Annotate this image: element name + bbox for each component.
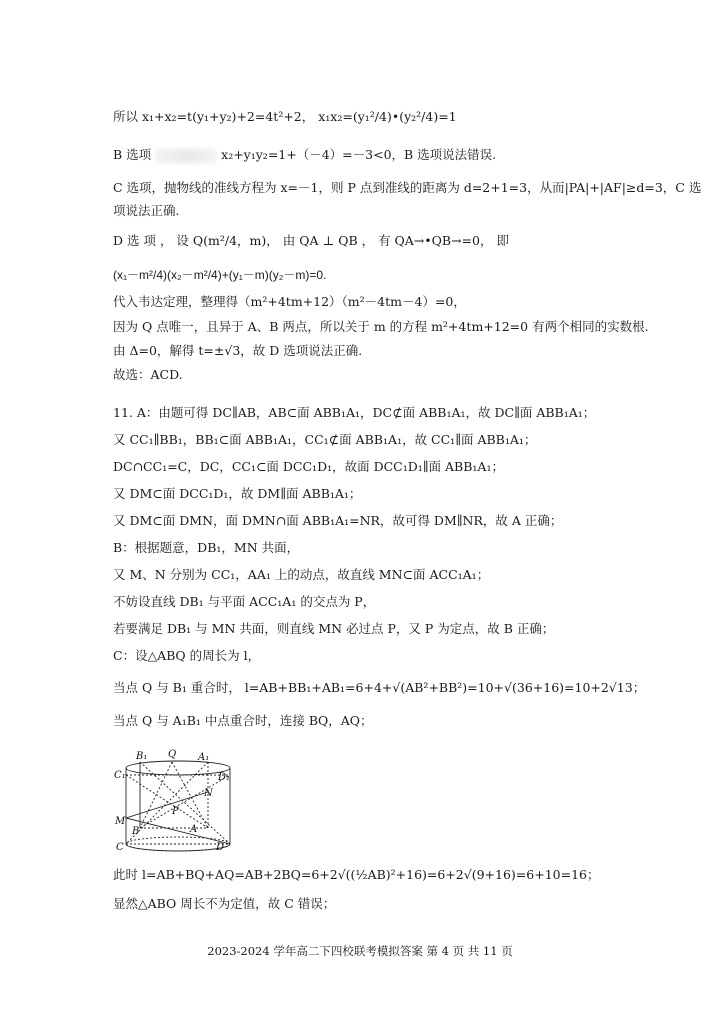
line-q11-midpoint: 当点 Q 与 A₁B₁ 中点重合时，连接 BQ，AQ；: [113, 713, 373, 728]
line-q11-plane: DC∩CC₁=C，DC，CC₁⊂面 DCC₁D₁，故面 DCC₁D₁∥面 ABB₁A₁；: [113, 459, 504, 474]
line-option-c-2: 项说法正确.: [113, 203, 180, 218]
line-answer-acd: 故选：ACD.: [113, 367, 183, 382]
label-c1: C₁: [114, 770, 126, 781]
line-option-d-1: D 选 项 ， 设 Q(m²/4，m)， 由 QA ⊥ QB ， 有 QA→•QB→=0， 即: [113, 233, 509, 248]
label-b1: B₁: [136, 751, 148, 762]
line-q11-c: C：设△ABQ 的周长为 l，: [113, 648, 261, 663]
line-q11-cc1: 又 CC₁∥BB₁，BB₁⊂面 ABB₁A₁，CC₁⊄面 ABB₁A₁，故 CC₁∥面 ABB₁A₁；: [113, 432, 537, 447]
line-option-d-2: (x₁－m²/4)(x₂－m²/4)+(y₁－m)(y₂－m)=0.: [113, 268, 327, 282]
blurred-region: [155, 149, 217, 163]
line-q11-mn: 又 M、N 分别为 CC₁，AA₁ 上的动点，故直线 MN⊂面 ACC₁A₁；: [113, 567, 490, 582]
label-a: A: [190, 824, 198, 835]
label-d: D: [216, 842, 225, 853]
bottom-ellipse-front: [126, 844, 230, 851]
line-vieta: 代入韦达定理，整理得（m²+4tm+12）（m²－4tm－4）=0，: [113, 294, 466, 309]
option-b-prefix: B 选项: [113, 147, 152, 162]
line-q11-a: 11. A：由题可得 DC∥AB，AB⊂面 ABB₁A₁，DC⊄面 ABB₁A₁，故 DC∥面 ABB₁A₁；: [113, 405, 596, 420]
line-delta: 由 Δ=0，解得 t=±√3，故 D 选项说法正确.: [113, 343, 363, 358]
label-q: Q: [168, 749, 177, 760]
label-a1: A₁: [198, 752, 210, 763]
line-q11-dm: 又 DM⊂面 DCC₁D₁，故 DM∥面 ABB₁A₁；: [113, 486, 362, 501]
label-m: M: [115, 816, 126, 827]
option-b-rest: x₂+y₁y₂=1+（－4）=－3<0，B 选项说法错误.: [221, 147, 497, 162]
line-q11-b1: 当点 Q 与 B₁ 重合时， l=AB+BB₁+AB₁=6+4+√(AB²+BB²)=10+√(36+16)=10+2√13；: [113, 680, 646, 695]
label-d1: D₁: [218, 772, 231, 783]
label-c: C: [116, 842, 124, 853]
line-q11-c-wrong: 显然△ABO 周长不为定值，故 C 错误；: [113, 896, 336, 911]
line-option-b: [113, 146, 496, 164]
line-q11-perimeter: 此时 l=AB+BQ+AQ=AB+2BQ=6+2√((½AB)²+16)=6+2√(9+16)=6+10=16；: [113, 867, 600, 882]
line-q11-b: B：根据题意，DB₁，MN 共面，: [113, 540, 300, 555]
line-q11-p: 不妨设直线 DB₁ 与平面 ACC₁A₁ 的交点为 P，: [113, 594, 376, 609]
line-unique-q: 因为 Q 点唯一，且异于 A、B 两点，所以关于 m 的方程 m²+4tm+12=0 有两个相同的实数根.: [113, 319, 649, 334]
line-q11-nr: 又 DM⊂面 DMN，面 DMN∩面 ABB₁A₁=NR，故可得 DM∥NR，故 A 正确；: [113, 513, 563, 528]
page-footer: 2023-2024 学年高二下四校联考模拟答案 第 4 页 共 11 页: [207, 944, 513, 958]
label-p: P: [172, 806, 179, 817]
label-n: N: [204, 788, 213, 799]
line-option-c-1: C 选项，抛物线的准线方程为 x=－1，则 P 点到准线的距离为 d=2+1=3，从而|PA|+|AF|≥d=3，C 选: [113, 180, 702, 195]
label-b: B: [132, 826, 140, 837]
line-sum-product: 所以 x₁+x₂=t(y₁+y₂)+2=4t²+2， x₁x₂=(y₁²/4)•(y₂²/4)=1: [113, 109, 457, 124]
cylinder-figure: [112, 748, 242, 860]
line-q11-b-correct: 若要满足 DB₁ 与 MN 共面，则直线 MN 必过点 P，又 P 为定点，故 B 正确；: [113, 621, 555, 636]
